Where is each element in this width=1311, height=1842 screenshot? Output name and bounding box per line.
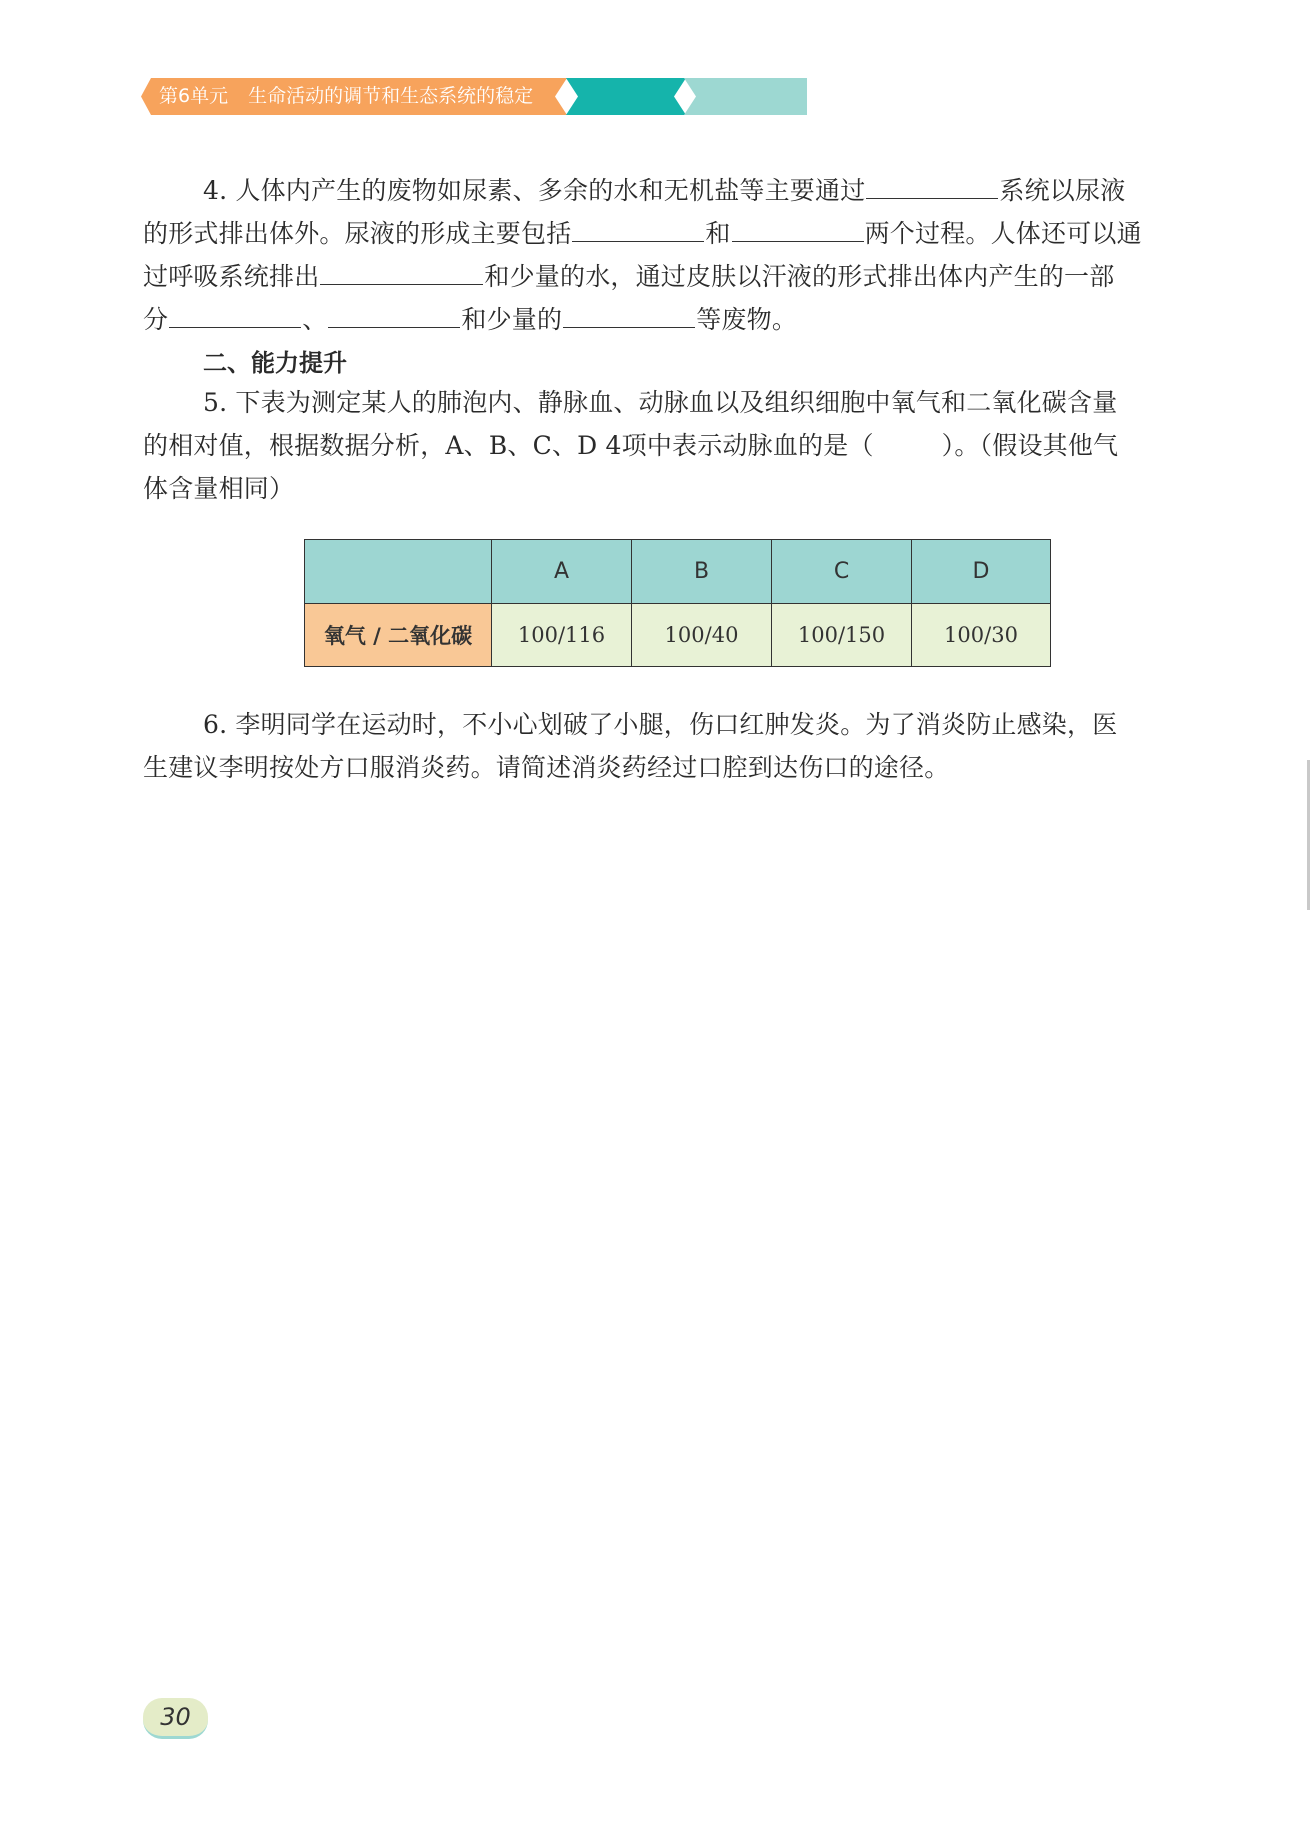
unit-title: 生命活动的调节和生态系统的稳定: [248, 85, 534, 107]
q5-line-1: 5. 下表为测定某人的肺泡内、静脉血、动脉血以及组织细胞中氧气和二氧化碳含量: [203, 388, 1118, 417]
q4-line-3: 过呼吸系统排出 和少量的水，通过皮肤以汗液的形式排出体内产生的一部: [143, 255, 1168, 298]
answer-blank[interactable]: [563, 301, 695, 328]
question-6: [143, 703, 1168, 789]
row-label: 氧气 / 二氧化碳: [305, 603, 492, 667]
banner-title: [159, 78, 533, 115]
q4-line-4: 分 、 和少量的 等废物。: [143, 298, 1168, 341]
answer-blank[interactable]: [320, 258, 483, 285]
answer-blank[interactable]: [866, 172, 998, 199]
column-header-d: D: [912, 540, 1051, 604]
cell-a: 100/116: [492, 603, 632, 667]
q5-line-3: 体含量相同）: [143, 474, 295, 503]
column-header-a: A: [492, 540, 632, 604]
q4-line-1: 4. 人体内产生的废物如尿素、多余的水和无机盐等主要通过 系统以尿液: [143, 169, 1168, 212]
section-heading: 二、能力提升: [203, 349, 347, 377]
banner-light-segment: [684, 78, 807, 115]
page-number: 30: [143, 1698, 208, 1739]
answer-blank[interactable]: [732, 215, 864, 242]
table-header-row: [305, 540, 1051, 604]
answer-blank[interactable]: [169, 301, 301, 328]
question-5: [143, 381, 1168, 510]
banner-teal-segment: [566, 78, 686, 115]
unit-number: 第6单元: [159, 85, 229, 107]
q5-line-2: 的相对值，根据数据分析，A、B、C、D 4项中表示动脉血的是（ ）。（假设其他气: [143, 431, 1119, 460]
answer-blank[interactable]: [328, 301, 460, 328]
page-edge-mark: [1307, 760, 1310, 910]
q6-line-2: 生建议李明按处方口服消炎药。请简述消炎药经过口腔到达伤口的途径。: [143, 753, 950, 782]
cell-d: 100/30: [912, 603, 1051, 667]
column-header-c: C: [772, 540, 912, 604]
column-header-b: B: [632, 540, 772, 604]
header-corner-cell: [305, 540, 492, 604]
data-table: [304, 539, 1051, 667]
q6-line-1: 6. 李明同学在运动时，不小心划破了小腿，伤口红肿发炎。为了消炎防止感染，医: [203, 710, 1118, 739]
answer-blank[interactable]: [572, 215, 704, 242]
cell-c: 100/150: [772, 603, 912, 667]
q4-line-2: 的形式排出体外。尿液的形成主要包括 和 两个过程。人体还可以通: [143, 212, 1168, 255]
table-row: [305, 603, 1051, 667]
question-4: [143, 169, 1168, 341]
unit-banner: [141, 78, 807, 115]
cell-b: 100/40: [632, 603, 772, 667]
